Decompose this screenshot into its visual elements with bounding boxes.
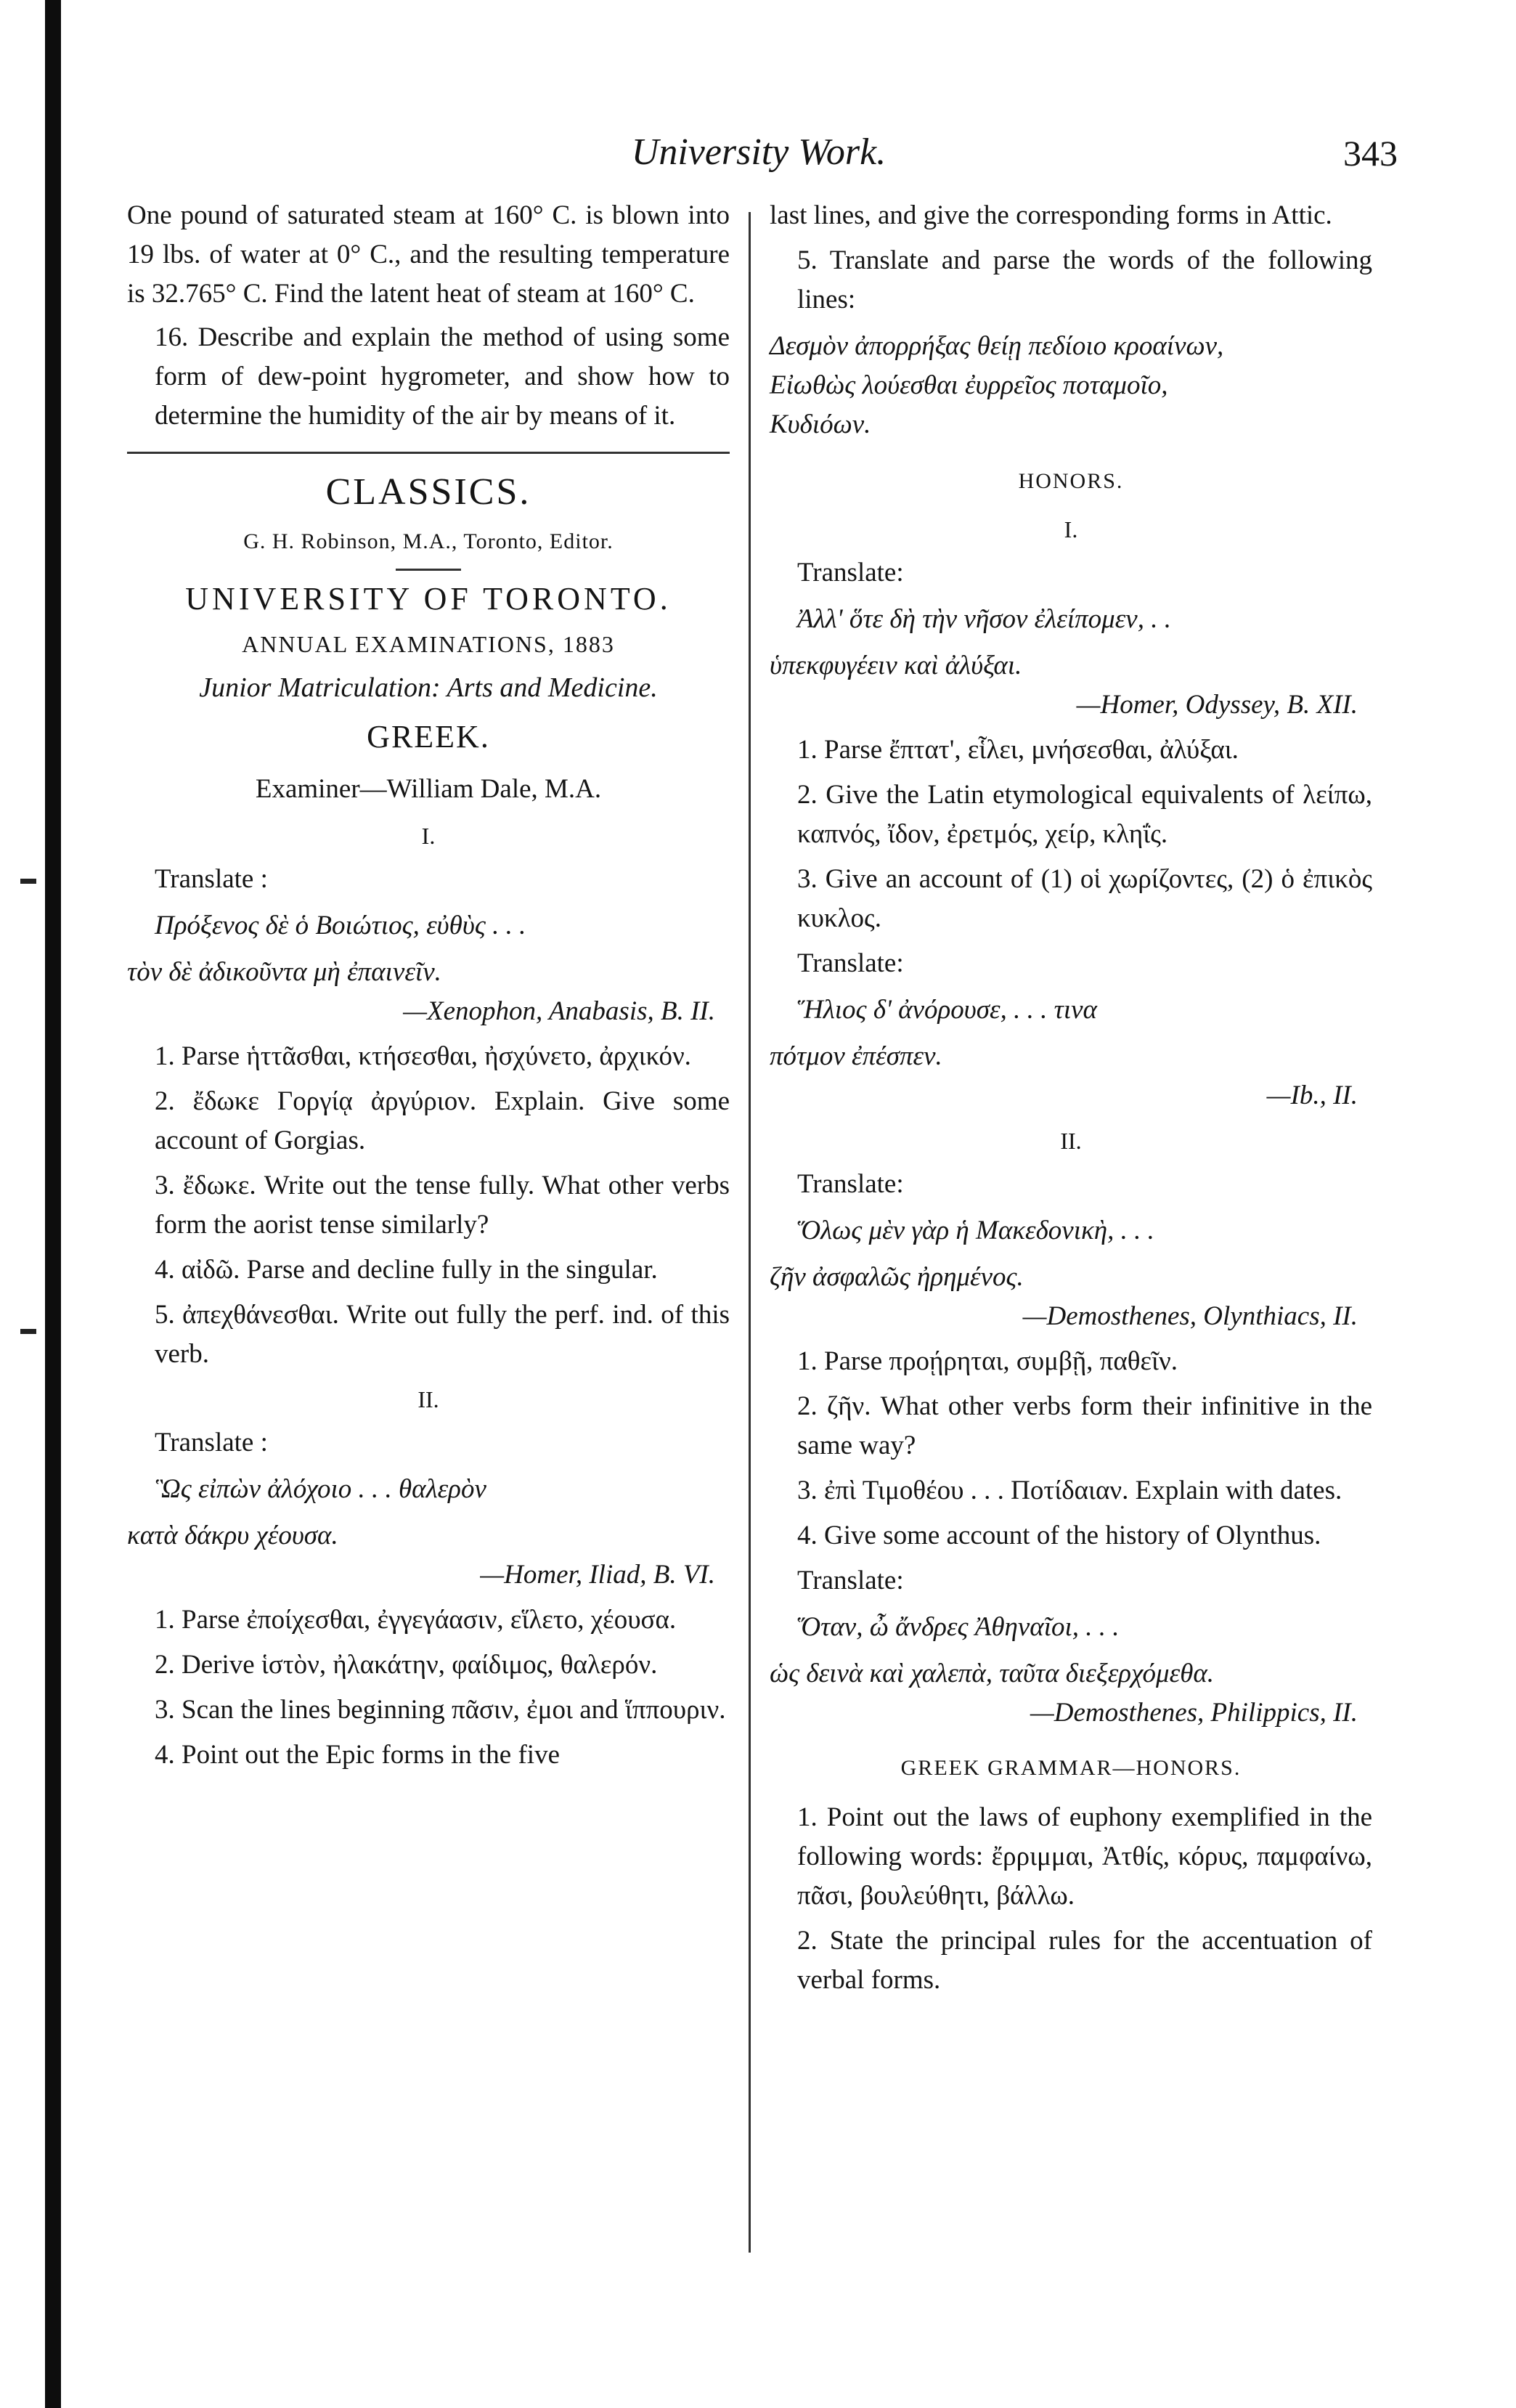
question: 3. ἐπὶ Τιμοθέου . . . Ποτίδαιαν. Explain with dates. <box>797 1476 1342 1505</box>
page-number: 343 <box>1343 133 1398 174</box>
translate-label: Translate: <box>797 1566 904 1595</box>
citation: —Demosthenes, Olynthiacs, II. <box>1022 1301 1358 1331</box>
honors-heading: HONORS. <box>1018 469 1124 493</box>
question: 2. ἔδωκε Γοργίᾳ ἀργύριον. Explain. Give some account of Gorgias. <box>155 1086 730 1155</box>
translate-label: Translate: <box>797 1169 904 1199</box>
column-divider <box>749 212 751 2253</box>
section-number: II. <box>1060 1128 1082 1154</box>
question: 4. Point out the Epic forms in the five <box>155 1740 560 1770</box>
citation: —Ib., II. <box>1266 1081 1358 1110</box>
edge-mark <box>20 1329 36 1334</box>
question: 3. Scan the lines beginning πᾶσιν, ἐμοι and ἵππουριν. <box>155 1695 726 1725</box>
section-number: I. <box>1064 516 1078 542</box>
question: 1. Parse ἔπτατ', εἷλει, μνήσεσθαι, ἀλύξαι. <box>797 735 1239 765</box>
question: 1. Point out the laws of euphony exemplified in the following words: ἔρριμμαι, Ἀτθίς, κόρυς, παμφαίνω, πᾶσι, βουλεύθητι, βάλλω. <box>797 1802 1372 1911</box>
translate-label: Translate : <box>155 1428 268 1457</box>
section-heading-classics: CLASSICS. <box>325 471 531 513</box>
greek-line: Ὅταν, ὦ ἄνδρες Ἀθηναῖοι, . . . <box>797 1612 1120 1642</box>
section-number: II. <box>417 1386 439 1412</box>
question: 2. ζῆν. What other verbs form their infinitive in the same way? <box>797 1391 1372 1460</box>
exam-subheading: Junior Matriculation: Arts and Medicine. <box>199 672 658 703</box>
greek-line: Κυδιόων. <box>770 410 871 439</box>
page <box>120 131 1398 2346</box>
question: 5. ἀπεχθάνεσθαι. Write out fully the perf. ind. of this verb. <box>155 1300 730 1369</box>
translate-label: Translate: <box>797 948 904 978</box>
paragraph: One pound of saturated steam at 160° C. is blown into 19 lbs. of water at 0° C., and the resulting temperature is 32.765° C. Find the latent heat of steam at 160° C. <box>127 200 730 309</box>
question: 1. Parse ἐποίχεσθαι, ἐγγεγάασιν, εἵλετο, χέουσα. <box>155 1605 677 1635</box>
translate-label: Translate: <box>797 558 904 587</box>
greek-line: Πρόξενος δὲ ὁ Βοιώτιος, εὐθὺς . . . <box>155 911 526 940</box>
editor-line: G. H. Robinson, M.A., Toronto, Editor. <box>243 529 614 553</box>
question: 4. Give some account of the history of Olynthus. <box>797 1521 1321 1550</box>
left-column <box>127 196 730 1781</box>
greek-line: πότμον ἐπέσπεν. <box>770 1041 942 1071</box>
greek-line: κατὰ δάκρυ χέουσα. <box>127 1521 338 1550</box>
section-number: I. <box>421 823 436 849</box>
question: 3. Give an account of (1) οἱ χωρίζοντες, (2) ὁ ἐπικὸς κυκλος. <box>797 864 1372 933</box>
citation: —Xenophon, Anabasis, B. II. <box>403 996 715 1026</box>
citation: —Homer, Odyssey, B. XII. <box>1076 690 1358 720</box>
question: 3. ἔδωκε. Write out the tense fully. What other verbs form the aorist tense similarly? <box>155 1171 730 1240</box>
page-title: University Work. <box>631 131 887 173</box>
question: 5. Translate and parse the words of the following lines: <box>797 245 1372 314</box>
subject-heading: GREEK. <box>367 719 490 754</box>
right-column <box>770 196 1372 2006</box>
running-head <box>120 131 1398 196</box>
greek-line: Δεσμὸν ἀπορρήξας θείῃ πεδίοιο κροαίνων, <box>770 331 1224 361</box>
examiner-line: Examiner—William Dale, M.A. <box>255 774 602 804</box>
greek-line: τὸν δὲ ἀδικοῦντα μὴ ἐπαινεῖν. <box>127 957 441 987</box>
columns <box>120 196 1398 2346</box>
question: 4. αἰδῶ. Parse and decline fully in the singular. <box>155 1255 658 1285</box>
greek-line: Εἰωθὼς λούεσθαι ἐυρρεῖος ποταμοῖο, <box>770 370 1168 400</box>
question: 2. Derive ἱστὸν, ἠλακάτην, φαίδιμος, θαλερόν. <box>155 1650 658 1680</box>
question: 1. Parse προῄρηται, συμβῇ, παθεῖν. <box>797 1346 1178 1376</box>
citation: —Demosthenes, Philippics, II. <box>1030 1698 1358 1728</box>
greek-line: Ὣς εἰπὼν ἀλόχοιο . . . θαλερὸν <box>155 1474 486 1504</box>
question: 2. State the principal rules for the accentuation of verbal forms. <box>797 1926 1372 1995</box>
grammar-heading: GREEK GRAMMAR—HONORS. <box>900 1756 1242 1780</box>
greek-line: ζῆν ἀσφαλῶς ἠρημένος. <box>770 1262 1024 1292</box>
paragraph: 16. Describe and explain the method of using some form of dew-point hygrometer, and show how to determine the humidity of the air by means of it. <box>155 322 730 431</box>
exam-heading: ANNUAL EXAMINATIONS, 1883 <box>242 631 615 657</box>
greek-line: ὡς δεινὰ καὶ χαλεπὰ, ταῦτα διεξερχόμεθα. <box>770 1659 1215 1688</box>
greek-line: Ὅλως μὲν γὰρ ἡ Μακεδονικὴ, . . . <box>797 1216 1154 1245</box>
paragraph: last lines, and give the corresponding forms in Attic. <box>770 200 1332 230</box>
question: 1. Parse ἡττᾶσθαι, κτήσεσθαι, ἠσχύνετο, ἀρχικόν. <box>155 1041 691 1071</box>
question: 2. Give the Latin etymological equivalents of λείπω, καπνός, ἴδον, ἐρετμός, χείρ, κληΐς. <box>797 780 1372 849</box>
section-divider <box>127 452 730 454</box>
greek-line: ὑπεκφυγέειν καὶ ἀλύξαι. <box>770 651 1022 680</box>
university-heading: UNIVERSITY OF TORONTO. <box>185 581 672 617</box>
edge-mark <box>20 879 36 884</box>
citation: —Homer, Iliad, B. VI. <box>480 1560 715 1590</box>
translate-label: Translate : <box>155 864 268 894</box>
short-divider <box>396 569 461 571</box>
greek-line: Ἥλιος δ' ἀνόρουσε, . . . τινα <box>797 995 1097 1025</box>
greek-line: Ἀλλ' ὅτε δὴ τὴν νῆσον ἐλείπομεν, . . <box>797 604 1171 634</box>
binding-edge <box>45 0 61 2408</box>
